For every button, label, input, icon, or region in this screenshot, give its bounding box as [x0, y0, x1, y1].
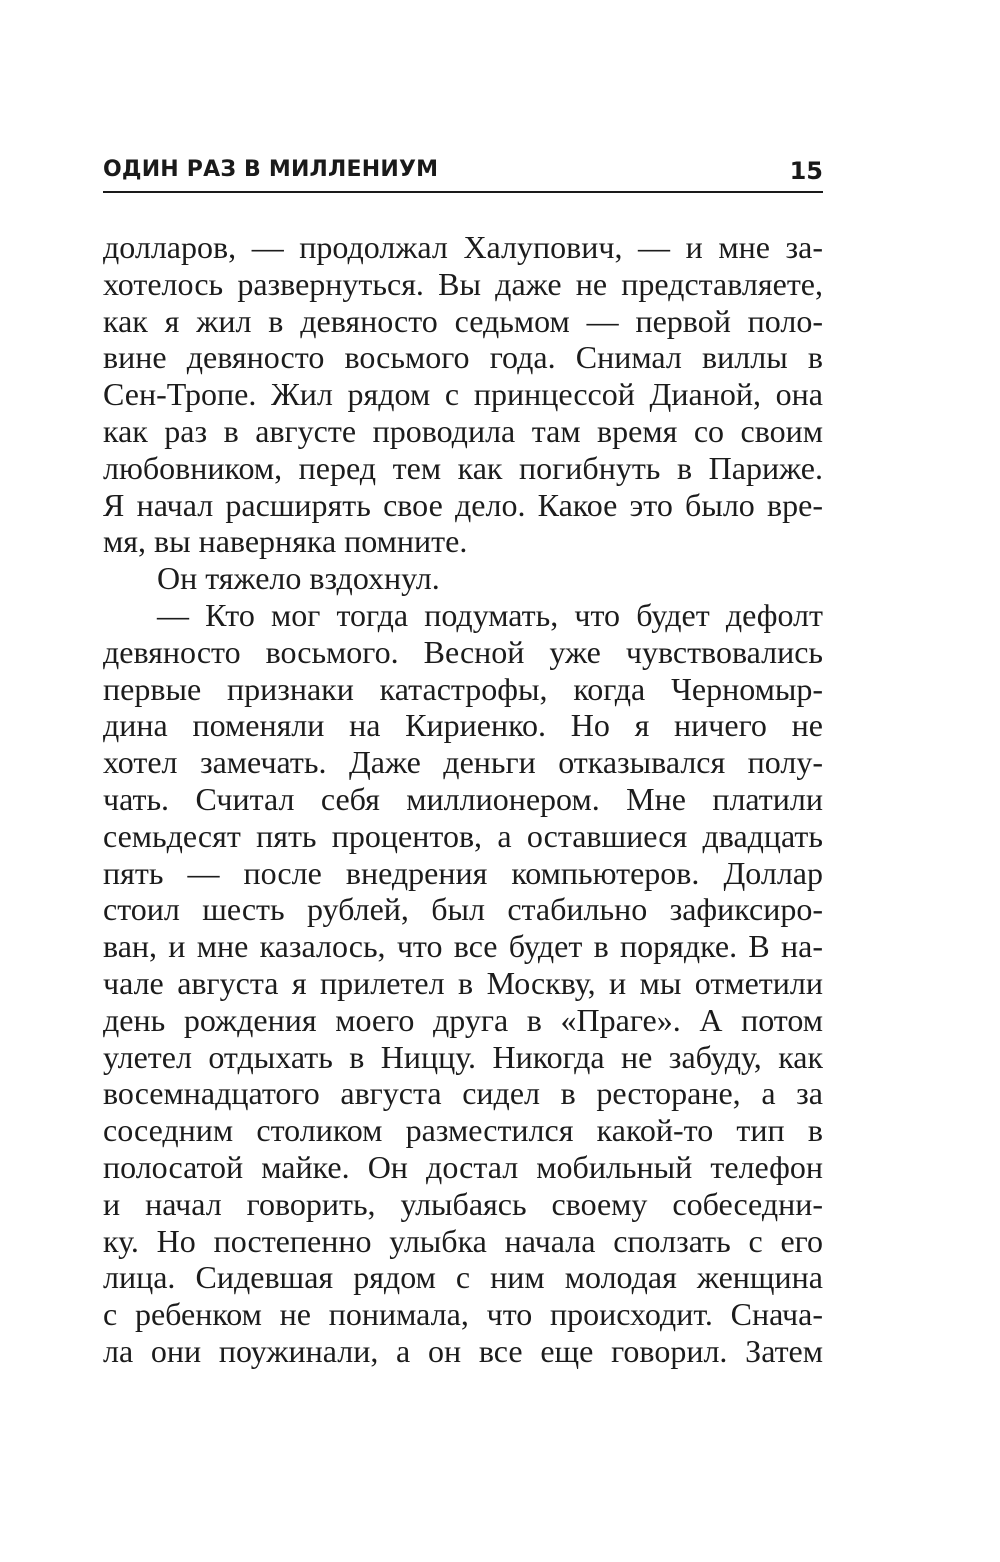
page-number: 15: [789, 157, 823, 185]
text-line: девяносто восьмого. Весной уже чувствовались: [103, 633, 823, 670]
text-line: первые признаки катастрофы, когда Черномыр-: [103, 670, 823, 707]
text-line: с ребенком не понимала, что происходит. Снача-: [103, 1296, 823, 1333]
text-line: хотелось развернуться. Вы даже не представляете,: [103, 265, 823, 302]
text-line: Я начал расширять свое дело. Какое это было вре-: [103, 486, 823, 523]
text-line: чать. Считал себя миллионером. Мне платили: [103, 780, 823, 817]
text-line: стоил шесть рублей, был стабильно зафиксиро-: [103, 891, 823, 928]
body-text: [103, 229, 823, 1370]
text-line: — Кто мог тогда подумать, что будет дефолт: [157, 596, 823, 633]
text-line: и начал говорить, улыбаясь своему собеседни-: [103, 1185, 823, 1222]
text-line: Сен-Тропе. Жил рядом с принцессой Дианой, она: [103, 376, 823, 413]
text-line: лица. Сидевшая рядом с ним молодая женщина: [103, 1259, 823, 1296]
text-line: мя, вы наверняка помните.: [103, 523, 468, 560]
text-line: восемнадцатого августа сидел в ресторане, а за: [103, 1075, 823, 1112]
text-line: ван, и мне казалось, что все будет в порядке. В на-: [103, 928, 823, 965]
text-line: долларов, — продолжал Халупович, — и мне за-: [103, 229, 823, 265]
running-title: ОДИН РАЗ В МИЛЛЕНИУМ: [103, 157, 439, 182]
text-line: любовником, перед тем как погибнуть в Париже.: [103, 449, 823, 486]
text-line: хотел замечать. Даже деньги отказывался полу-: [103, 744, 823, 781]
text-line: соседним столиком разместился какой-то тип в: [103, 1112, 823, 1149]
text-line: как раз в августе проводила там время со своим: [103, 412, 823, 449]
text-line: чале августа я прилетел в Москву, и мы отметили: [103, 964, 823, 1001]
text-line: дина поменяли на Кириенко. Но я ничего не: [103, 707, 823, 744]
text-line: день рождения моего друга в «Праге». А потом: [103, 1001, 823, 1038]
text-line: улетел отдыхать в Ниццу. Никогда не забуду, как: [103, 1038, 823, 1075]
text-line: Он тяжело вздохнул.: [157, 560, 440, 597]
text-line: семьдесят пять процентов, а оставшиеся двадцать: [103, 817, 823, 854]
text-line: ку. Но постепенно улыбка начала сползать с его: [103, 1222, 823, 1259]
text-line: как я жил в девяносто седьмом — первой поло-: [103, 302, 823, 339]
text-line: вине девяносто восьмого года. Снимал виллы в: [103, 339, 823, 376]
text-line: ла они поужинали, а он все еще говорил. Затем: [103, 1332, 823, 1369]
text-line: пять — после внедрения компьютеров. Доллар: [103, 854, 823, 891]
text-line: полосатой майке. Он достал мобильный телефон: [103, 1148, 823, 1185]
running-header: [103, 155, 823, 193]
